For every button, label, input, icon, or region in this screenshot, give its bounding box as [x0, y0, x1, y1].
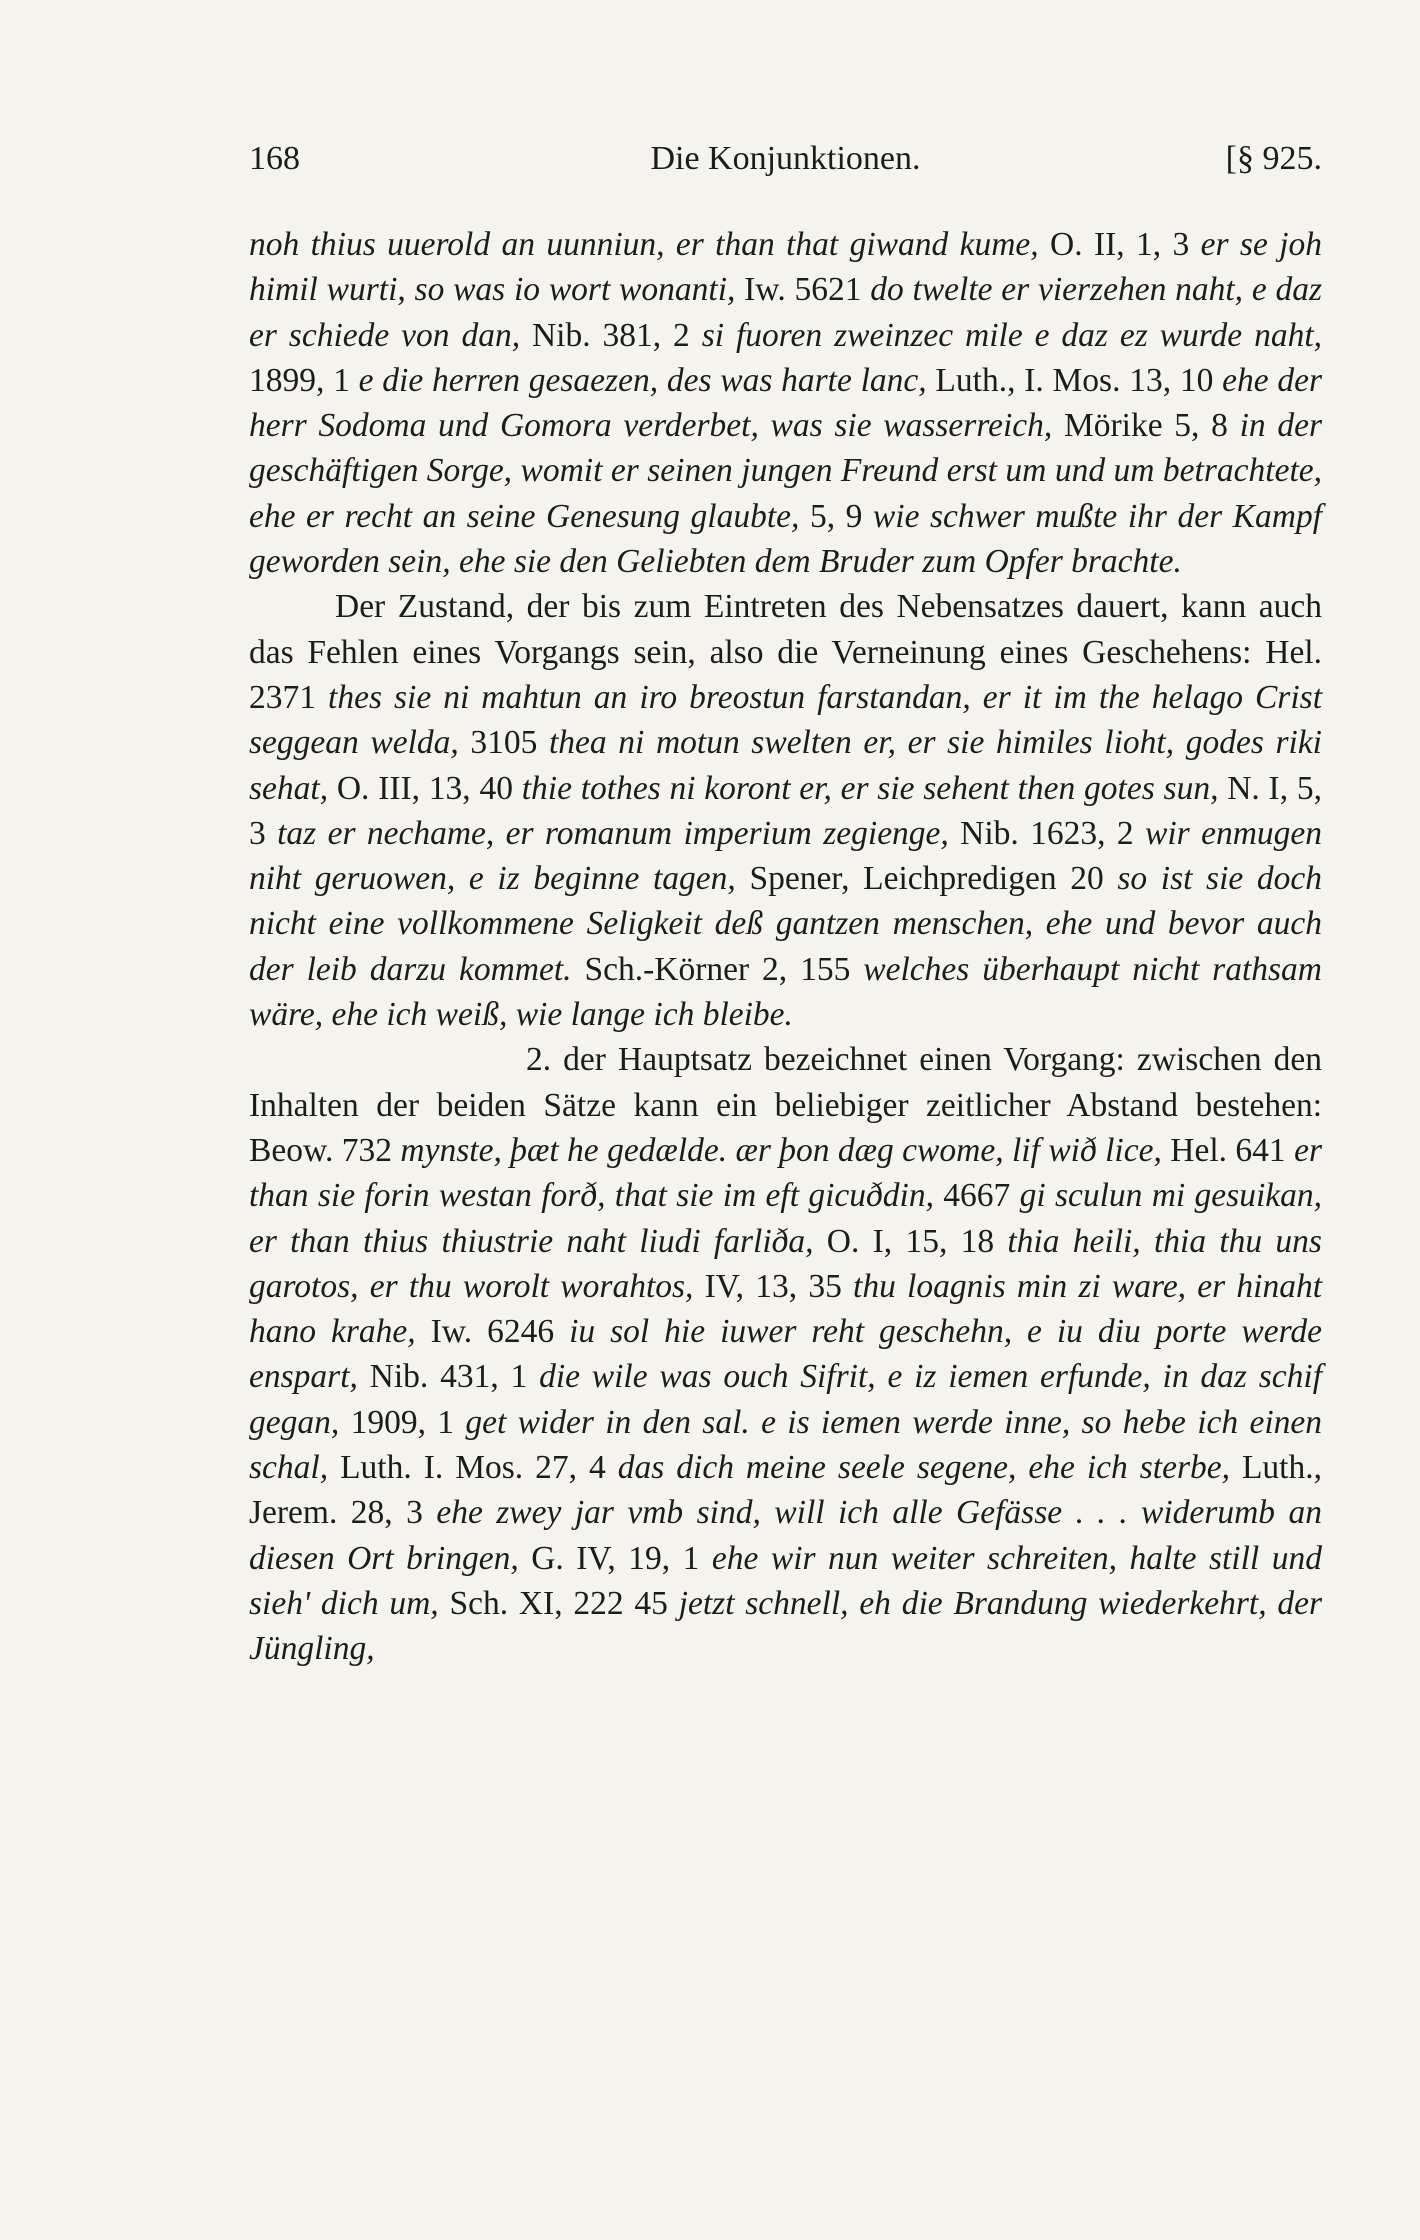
citation-text: Spener, Leichpredigen 20 — [735, 860, 1118, 898]
citation-text: IV, 13, 35 — [693, 1267, 854, 1305]
citation-text: 1899, 1 — [249, 361, 359, 399]
quoted-text: er than sie forin westan forð, that sie im eft gicuðdin, — [249, 1131, 1322, 1215]
citation-text: Mörike 5, 8 — [1052, 407, 1240, 445]
citation-text: Sch. XI, 222 45 — [438, 1584, 679, 1622]
citation-text: O. I, 15, 18 — [813, 1222, 1008, 1260]
citation-text: Luth. I. Mos. 27, 4 — [328, 1449, 618, 1487]
citation-text: 2. der Hauptsatz bezeichnet einen Vorgang: zwischen den Inhalten der beiden Sätze kann ein beliebiger zeitlicher Abstand bestehen: Beow. 732 — [249, 1041, 1322, 1169]
quoted-text: thia heili, thia thu uns garotos, er thu worolt worahtos, — [249, 1222, 1322, 1305]
quoted-text: e die herren gesaezen, des was harte lanc, — [358, 361, 927, 399]
quoted-text: welches überhaupt nicht rathsam wäre, ehe ich weiß, wie lange ich bleibe. — [249, 950, 1322, 1034]
quoted-text: thie tothes ni koront er, er sie sehent then gotes sun, — [521, 769, 1219, 807]
quoted-text: gi sculun mi gesuikan, er than thius thiustrie naht liudi farliða, — [249, 1177, 1323, 1260]
quoted-text: thu loagnis min zi ware, er hinaht hano krahe, — [249, 1267, 1322, 1351]
running-header — [249, 140, 1322, 190]
quoted-text: mynste, þæt he gedælde. ær þon dæg cwome, lif wið lice, — [400, 1131, 1162, 1169]
citation-text: Sch.-Körner 2, 155 — [571, 950, 864, 988]
page-number: 168 — [249, 140, 300, 177]
quoted-text: iu sol hie iuwer reht geschehn, e iu diu porte werde enspart, — [249, 1313, 1322, 1396]
quoted-text: jetzt schnell, eh die Brandung wiederkehrt, der Jüngling, — [249, 1584, 1322, 1668]
paragraph-3 — [249, 1037, 1322, 1671]
citation-text: Iw. 5621 — [735, 271, 871, 309]
citation-text: N. I, 5, 3 — [249, 769, 1322, 852]
quoted-text: noh thius uuerold an uunniun, er than that giwand kume, — [249, 226, 1039, 263]
quoted-text: wir enmugen niht geruowen, e iz beginne tagen, — [249, 814, 1323, 898]
quoted-text: do twelte er vierzehen naht, e daz er schiede von dan, — [249, 271, 1322, 354]
paragraph-1 — [249, 222, 1322, 584]
citation-text: Iw. 6246 — [415, 1313, 570, 1351]
citation-text: O. III, 13, 40 — [328, 769, 522, 807]
paragraph-2 — [249, 584, 1322, 1037]
citation-text: 1909, 1 — [339, 1403, 466, 1441]
quoted-text: wie schwer mußte ihr der Kampf geworden sein, ehe sie den Geliebten dem Bruder zum Opfer brachte. — [249, 497, 1323, 581]
running-title: Die Konjunktionen. — [650, 140, 921, 177]
quoted-text: ehe der herr Sodoma und Gomora verderbet, was sie wasserreich, — [249, 361, 1322, 445]
citation-text: 4667 — [933, 1177, 1020, 1215]
quoted-text: in der geschäftigen Sorge, womit er seinen jungen Freund erst um und um betrachtete, ehe er recht an seine Genesung glaubte, — [249, 407, 1322, 535]
citation-text: Luth., Jerem. 28, 3 — [249, 1449, 1322, 1532]
quoted-text: die wile was ouch Sifrit, e iz iemen erfunde, in daz schif gegan, — [249, 1358, 1322, 1441]
section-marker: [§ 925. — [1225, 140, 1322, 177]
quoted-text: ehe zwey jar vmb sind, will ich alle Gefässe . . . widerumb an diesen Ort bringen, — [249, 1494, 1322, 1577]
quoted-text: thea ni motun swelten er, er sie himiles lioht, godes riki sehat, — [249, 724, 1322, 807]
citation-text: Luth., I. Mos. 13, 10 — [926, 361, 1223, 399]
citation-text: 3105 — [458, 724, 549, 762]
citation-text: O. II, 1, 3 — [1038, 226, 1201, 263]
quoted-text: das dich meine seele segene, ehe ich sterbe, — [617, 1449, 1230, 1487]
citation-text: Nib. 1623, 2 — [948, 814, 1146, 852]
body-text — [249, 222, 1322, 1672]
quoted-text: er se joh himil wurti, so was io wort wonanti, — [249, 226, 1322, 309]
citation-text: 5, 9 — [799, 497, 873, 535]
citation-text: G. IV, 19, 1 — [518, 1539, 712, 1577]
quoted-text: ehe wir nun weiter schreiten, halte still und sieh' dich um, — [249, 1539, 1322, 1622]
citation-text: Nib. 431, 1 — [357, 1358, 540, 1396]
citation-text: Hel. 641 — [1161, 1131, 1295, 1169]
quoted-text: so ist sie doch nicht eine vollkommene Seligkeit deß gantzen menschen, ehe und bevor auch der leib darzu kommet. — [249, 860, 1322, 988]
quoted-text: si fuoren zweinzec mile e daz ez wurde naht, — [701, 316, 1323, 354]
citation-text: Der Zustand, der bis zum Eintreten des Nebensatzes dauert, kann auch das Fehlen eines Vorgangs sein, also die Verneinung eines Geschehens: Hel. 2371 — [249, 588, 1322, 716]
citation-text: Nib. 381, 2 — [520, 316, 702, 354]
quoted-text: thes sie ni mahtun an iro breostun farstandan, er it im the helago Crist seggean welda, — [249, 678, 1323, 762]
quoted-text: get wider in den sal. e is iemen werde inne, so hebe ich einen schal, — [249, 1403, 1322, 1487]
quoted-text: taz er nechame, er romanum imperium zegienge, — [277, 814, 949, 852]
